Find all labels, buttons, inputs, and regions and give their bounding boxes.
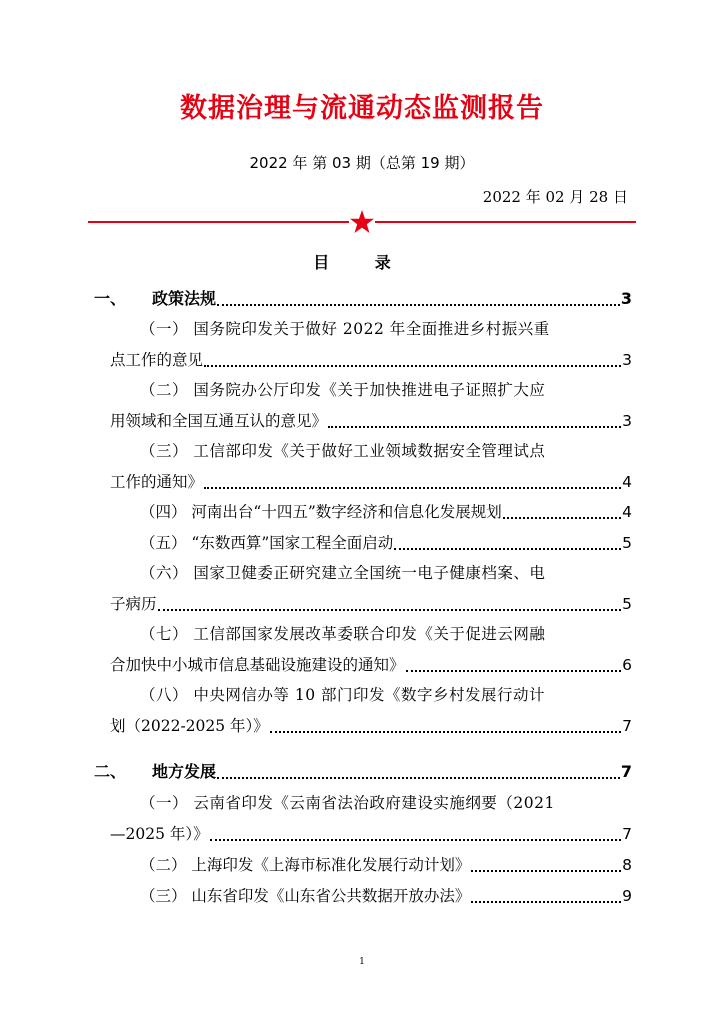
- toc-item-8-line2[interactable]: [110, 714, 632, 738]
- section-number: 一、: [94, 289, 127, 308]
- toc-local-item-3[interactable]: [140, 884, 632, 908]
- toc-item-3-line2[interactable]: [110, 470, 632, 494]
- page-number: 5: [622, 534, 632, 552]
- toc-item-text: 合加快中小城市信息基础设施建设的通知》: [110, 656, 405, 674]
- page-number: 3: [622, 412, 632, 430]
- leader-dots: [471, 854, 621, 872]
- toc-item-5[interactable]: [140, 531, 632, 555]
- leader-dots: [204, 471, 621, 489]
- section-label: 政策法规: [152, 289, 217, 308]
- page-number: 3: [620, 289, 632, 308]
- toc-section-local[interactable]: [94, 760, 632, 784]
- leader-dots: [210, 823, 622, 841]
- page-number: 7: [620, 762, 632, 781]
- toc-item-text: 子病历: [110, 595, 157, 613]
- toc-item-text: 用领域和全国互通互认的意见》: [110, 412, 328, 430]
- page-number: 9: [622, 887, 632, 905]
- page-number: 6: [622, 656, 632, 674]
- leader-dots: [503, 501, 621, 519]
- leader-dots: [217, 288, 620, 306]
- page-number: 4: [622, 503, 632, 521]
- toc-item-7-line1[interactable]: [140, 622, 632, 646]
- toc-item-3-line1[interactable]: [140, 439, 632, 463]
- report-title: 数据治理与流通动态监测报告: [180, 93, 544, 124]
- page-number: 8: [622, 856, 632, 874]
- leader-dots: [394, 532, 621, 550]
- footer-page-number: 1: [359, 957, 365, 967]
- leader-dots: [217, 761, 620, 779]
- toc-item-6-line1[interactable]: [140, 561, 632, 585]
- toc-item-1-line1[interactable]: [140, 317, 632, 341]
- toc-item-text: （二） 上海印发《上海市标准化发展行动计划》: [140, 856, 471, 874]
- toc-item-2-line2[interactable]: [110, 409, 632, 433]
- toc-item-text: （五） “东数西算”国家工程全面启动: [140, 534, 394, 552]
- page-number: 5: [622, 595, 632, 613]
- leader-dots: [270, 715, 621, 733]
- leader-dots: [471, 885, 621, 903]
- leader-dots: [406, 654, 622, 672]
- section-number: 二、: [94, 762, 127, 781]
- toc-local-item-2[interactable]: [140, 853, 632, 877]
- page-number: 3: [622, 351, 632, 369]
- toc-section-policy[interactable]: [94, 287, 632, 311]
- toc-item-text: 划（2022-2025 年）》: [110, 717, 269, 735]
- toc-item-8-line1[interactable]: [140, 683, 632, 707]
- toc-item-text: —2025 年）》: [110, 825, 209, 843]
- toc-item-text: （一） 国务院印发关于做好 2022 年全面推进乡村振兴重: [140, 320, 550, 338]
- page-number: 7: [622, 825, 632, 843]
- leader-dots: [158, 593, 622, 611]
- page-number: 4: [622, 473, 632, 491]
- toc-item-text: （六） 国家卫健委正研究建立全国统一电子健康档案、电: [140, 564, 546, 582]
- toc-item-1-line2[interactable]: [110, 348, 632, 372]
- section-label: 地方发展: [152, 762, 217, 781]
- page-number: 7: [622, 717, 632, 735]
- toc-item-text: （二） 国务院办公厅印发《关于加快推进电子证照扩大应: [140, 381, 546, 399]
- toc-heading: 目 录: [313, 253, 411, 272]
- toc-item-text: （七） 工信部国家发展改革委联合印发《关于促进云网融: [140, 625, 546, 643]
- leader-dots: [328, 410, 621, 428]
- toc-item-7-line2[interactable]: [110, 653, 632, 677]
- toc-item-4[interactable]: [140, 500, 632, 524]
- toc-item-2-line1[interactable]: [140, 378, 632, 402]
- leader-dots: [204, 349, 621, 367]
- toc-local-item-1-line2[interactable]: [110, 822, 632, 846]
- toc-item-text: （一） 云南省印发《云南省法治政府建设实施纲要（2021: [140, 794, 555, 812]
- issue-date: 2022 年 02 月 28 日: [482, 188, 628, 206]
- toc-item-text: 点工作的意见: [110, 351, 204, 369]
- toc-item-text: （四） 河南出台“十四五”数字经济和信息化发展规划: [140, 503, 502, 521]
- toc-item-text: （三） 工信部印发《关于做好工业领域数据安全管理试点: [140, 442, 546, 460]
- toc-item-text: （八） 中央网信办等 10 部门印发《数字乡村发展行动计: [140, 686, 546, 704]
- issue-number: 2022 年 第 03 期（总第 19 期）: [249, 154, 475, 172]
- toc-item-text: 工作的通知》: [110, 473, 204, 491]
- toc-item-6-line2[interactable]: [110, 592, 632, 616]
- toc-local-item-1-line1[interactable]: [140, 791, 632, 815]
- toc-item-text: （三） 山东省印发《山东省公共数据开放办法》: [140, 887, 471, 905]
